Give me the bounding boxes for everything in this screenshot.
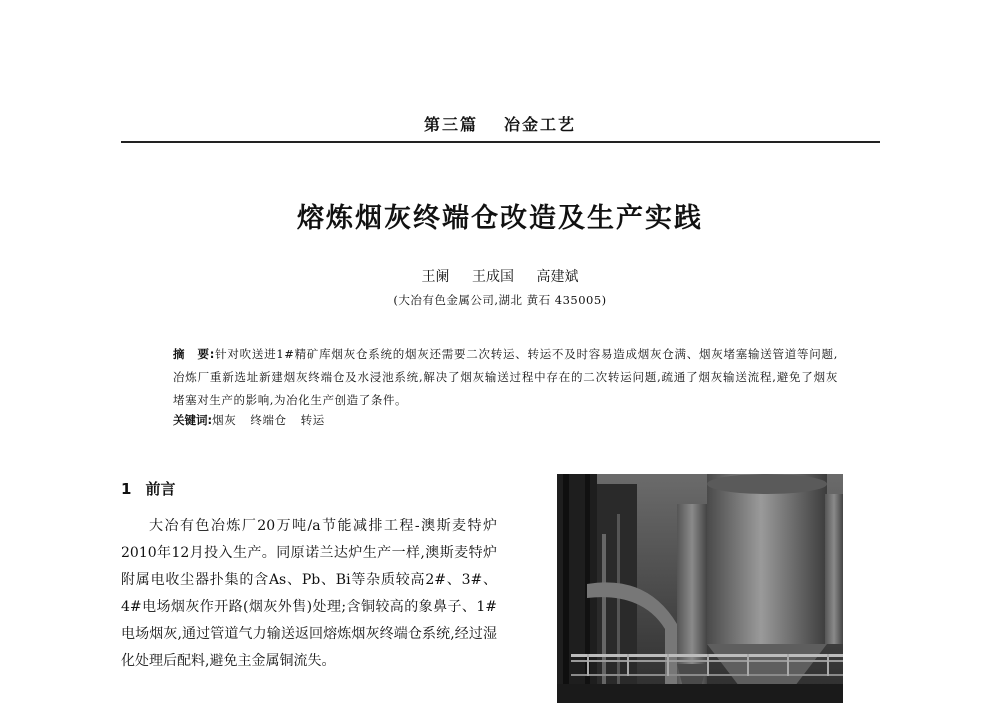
silo-photo-image — [557, 474, 843, 703]
section-number: 1 — [121, 480, 132, 498]
affiliation: (大冶有色金属公司,湖北 黄石 435005) — [393, 293, 607, 307]
industrial-photo — [557, 474, 843, 703]
keyword: 转运 — [300, 413, 325, 427]
abstract — [173, 343, 838, 412]
keyword: 烟灰 — [212, 413, 237, 427]
section-title: 前言 — [145, 480, 176, 498]
part-label: 第三篇 — [423, 115, 478, 134]
abstract-text: 针对吹送进1#精矿库烟灰仓系统的烟灰还需要二次转运、转运不及时容易造成烟灰仓满、烟灰堵塞输送管道等问题,冶炼厂重新选址新建烟灰终端仓及水浸池系统,解决了烟灰输送过程中存在的二次转运问题,疏通了烟灰输送流程,避免了烟灰堵塞对生产的影响,为冶化生产创造了条件。 — [173, 347, 839, 407]
keywords — [173, 412, 339, 428]
header-rule — [121, 141, 880, 143]
keyword: 终端仓 — [250, 413, 287, 427]
author: 高建斌 — [536, 269, 579, 285]
subject-label: 冶金工艺 — [504, 115, 577, 134]
running-header — [0, 112, 1000, 135]
author-list — [0, 266, 1000, 286]
article-title: 熔炼烟灰终端仓改造及生产实践 — [297, 203, 703, 234]
author: 王阑 — [421, 269, 450, 285]
keywords-label: 关键词: — [173, 413, 213, 427]
author: 王成国 — [472, 269, 514, 285]
body-paragraph: 大冶有色冶炼厂20万吨/a节能减排工程-澳斯麦特炉2010年12月投入生产。同原诺兰达炉生产一样,澳斯麦特炉附属电收尘器扑集的含As、Pb、Bi等杂质较高2#、3#、4#电场烟灰作开路(烟灰外售)处理;含铜较高的象鼻子、1#电场烟灰,通过管道气力输送返回熔炼烟灰终端仓系统,经过湿化处理后配料,避免主金属铜流失。 — [121, 518, 497, 669]
section-heading — [121, 478, 175, 499]
abstract-label: 摘 要: — [173, 347, 215, 361]
